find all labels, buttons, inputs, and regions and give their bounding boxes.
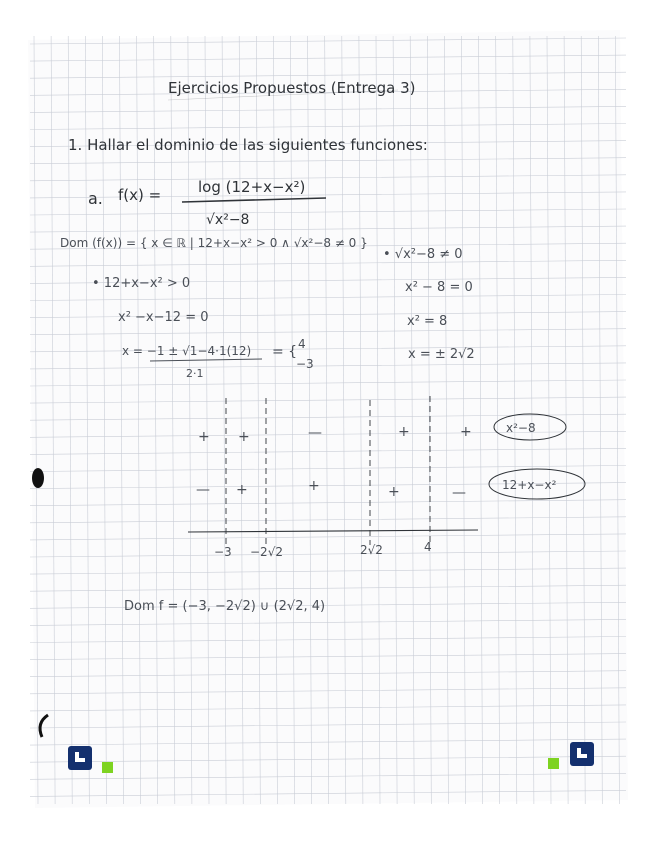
sign-r1-4: + xyxy=(398,424,410,440)
root-negative: −3 xyxy=(296,357,314,371)
equation-x2-eq-8: x² = 8 xyxy=(407,314,448,329)
brace-symbol: = { xyxy=(272,344,298,360)
axis-label-neg2root2: −2√2 xyxy=(250,545,283,559)
root-positive: 4 xyxy=(298,337,306,351)
sign-r2-5: — xyxy=(452,485,466,501)
sign-r2-1: — xyxy=(196,482,210,498)
sign-r1-1: + xyxy=(198,429,210,445)
sign-r1-3: — xyxy=(308,425,322,441)
equation-x2-8: x² − 8 = 0 xyxy=(405,280,473,295)
inequality-line: • 12+x−x² > 0 xyxy=(92,276,191,291)
formula-denominator: 2·1 xyxy=(186,367,204,380)
numerator: log (12+x−x²) xyxy=(198,178,306,196)
row2-label: 12+x−x² xyxy=(502,478,557,492)
question-text: 1. Hallar el dominio de las siguientes funciones: xyxy=(68,136,428,154)
sqrt-condition: • √x²−8 ≠ 0 xyxy=(383,247,463,262)
sign-r2-4: + xyxy=(388,484,400,500)
page-title: Ejercicios Propuestos (Entrega 3) xyxy=(168,79,416,97)
axis-label-neg3: −3 xyxy=(214,545,232,559)
sign-r1-2: + xyxy=(238,429,250,445)
binder-hole xyxy=(32,468,44,488)
quadratic-formula: x = −1 ± √1−4·1(12) xyxy=(122,344,252,358)
sign-r2-2: + xyxy=(236,482,248,498)
denominator: √x²−8 xyxy=(206,212,250,228)
sign-r2-3: + xyxy=(308,478,320,494)
axis-label-4: 4 xyxy=(424,540,432,554)
part-a-label: a. xyxy=(88,189,103,208)
quadratic-line: x² −x−12 = 0 xyxy=(118,310,209,325)
domain-result: Dom f = (−3, −2√2) ∪ (2√2, 4) xyxy=(124,599,326,614)
sign-r1-5: + xyxy=(460,424,472,440)
domain-definition: Dom (f(x)) = { x ∈ ℝ | 12+x−x² > 0 ∧ √x²−8 ≠ 0 } xyxy=(60,236,368,250)
axis-label-2root2: 2√2 xyxy=(360,543,383,557)
row1-label: x²−8 xyxy=(506,421,536,435)
solution-x: x = ± 2√2 xyxy=(408,347,475,362)
fx-label: f(x) = xyxy=(118,186,162,204)
